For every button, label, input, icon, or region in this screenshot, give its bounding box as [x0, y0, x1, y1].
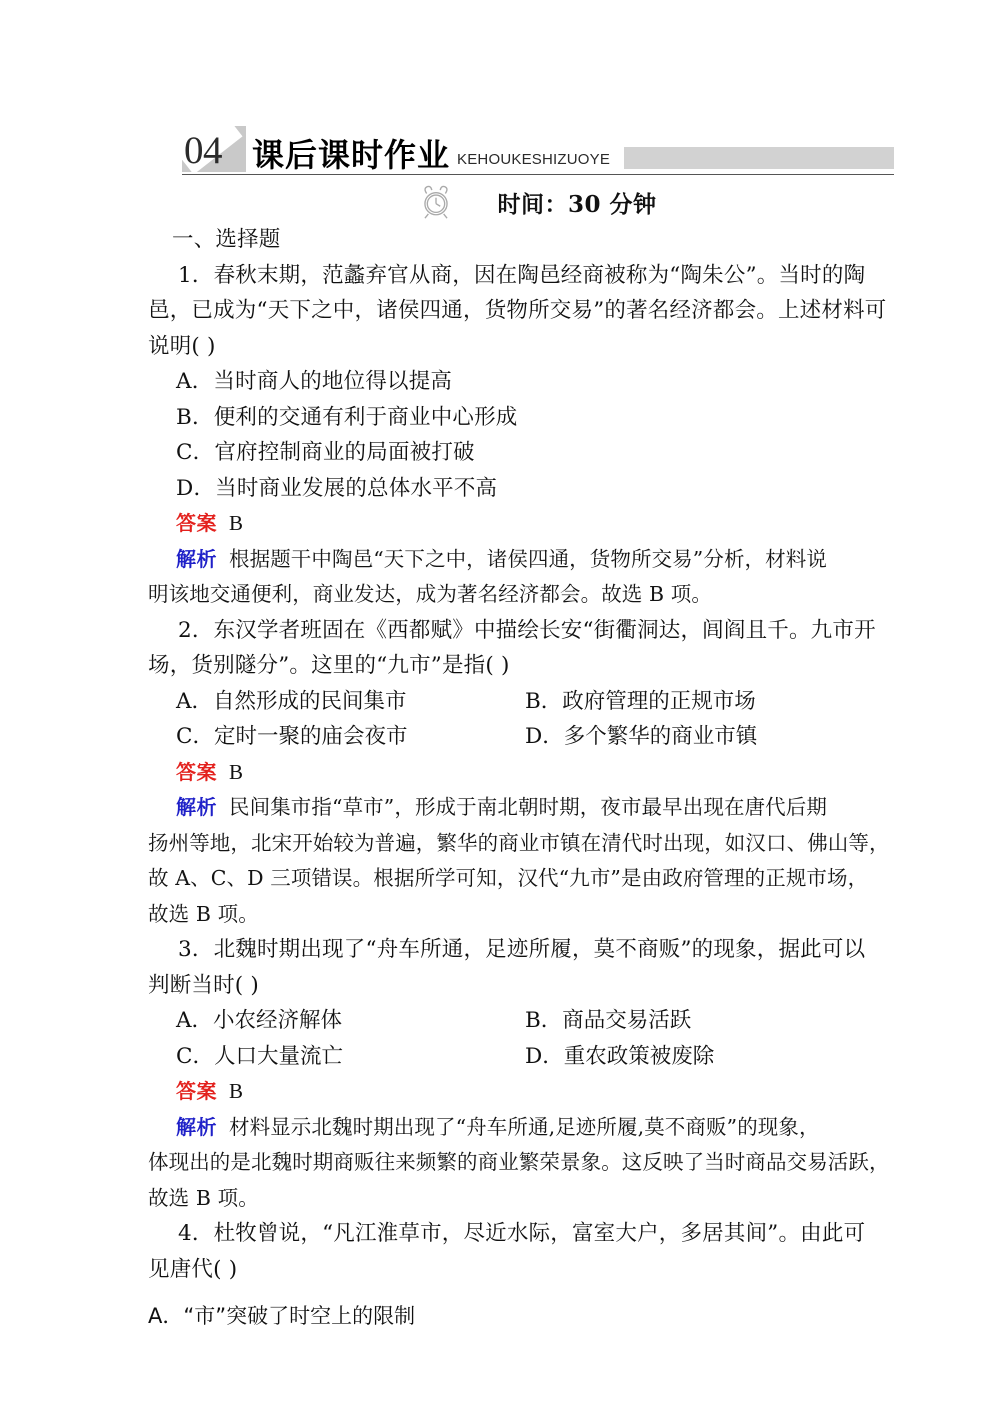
- analysis-label: 解析: [176, 546, 217, 571]
- question-stem-line: 1．春秋末期，范蠡弃官从商，因在陶邑经商被称为“陶朱公”。当时的陶: [178, 262, 866, 288]
- answer-value: B: [229, 1079, 244, 1103]
- option-item[interactable]: A．自然形成的民间集市: [176, 688, 407, 714]
- analysis-label: 解析: [176, 795, 217, 819]
- option-item[interactable]: B．商品交易活跃: [525, 1008, 692, 1033]
- answer-label: 答案: [176, 511, 217, 535]
- answer-value: B: [229, 511, 244, 535]
- answer-value: B: [229, 759, 244, 784]
- section-number: 04: [184, 128, 222, 172]
- section-heading: 一、选择题: [172, 227, 281, 252]
- question-block: [148, 258, 887, 613]
- time-allotment-row: [182, 184, 894, 220]
- question-block: [148, 932, 890, 1216]
- question-stem-line: 邑，已成为“天下之中，诸侯四通，货物所交易”的著名经济都会。上述材料可: [148, 298, 887, 323]
- question-stem-line: 说明( ): [148, 333, 216, 359]
- option-item[interactable]: A．当时商人的地位得以提高: [176, 369, 453, 394]
- question-stem-line: 2．东汉学者班固在《西都赋》中描绘长安“街衢洞达，闾阎且千。九市开: [178, 617, 876, 643]
- option-item[interactable]: C．人口大量流亡: [176, 1043, 343, 1069]
- analysis-text: 民间集市指“草市”，形成于南北朝时期，夜市最早出现在唐代后期: [229, 795, 827, 819]
- analysis-text-line: 故 A、C、D 三项错误。根据所学可知，汉代“九市”是由政府管理的正规市场，: [148, 866, 869, 890]
- answer-row: [176, 1074, 874, 1110]
- option-item[interactable]: A．小农经济解体: [176, 1008, 343, 1033]
- question-stem-line: 见唐代( ): [148, 1256, 238, 1282]
- option-row: [176, 1039, 874, 1075]
- analysis-text-line: 故选 B 项。: [148, 901, 259, 926]
- page-header: [182, 124, 894, 182]
- answer-row: [176, 506, 874, 542]
- question-block: [148, 1216, 874, 1335]
- question-stem-line: 4．杜牧曾说，“凡江淮草市，尽近水际，富室大户，多居其间”。由此可: [178, 1221, 866, 1246]
- exercise-body: [148, 222, 890, 1335]
- analysis-label: 解析: [176, 1114, 217, 1139]
- option-item[interactable]: D．当时商业发展的总体水平不高: [176, 475, 498, 501]
- header-divider: [182, 174, 894, 175]
- header-row: [182, 124, 894, 172]
- option-row: [176, 719, 874, 755]
- option-row: [176, 684, 874, 720]
- option-item[interactable]: C．官府控制商业的局面被打破: [176, 440, 475, 465]
- question-stem-line: 场，货别隧分”。这里的“九市”是指( ): [148, 653, 510, 678]
- section-number-block: [182, 126, 246, 172]
- time-text: 时间：30 分钟: [497, 190, 657, 218]
- option-row: [176, 1003, 874, 1039]
- analysis-text: 根据题干中陶邑“天下之中，诸侯四通，货物所交易”分析，材料说: [229, 546, 827, 571]
- option-item[interactable]: D．多个繁华的商业市镇: [525, 724, 758, 749]
- analysis-row: [176, 1110, 874, 1146]
- analysis-row: [176, 542, 874, 578]
- question-stem-line: 判断当时( ): [148, 972, 260, 998]
- header-gray-bar-decoration: [624, 147, 894, 169]
- answer-row: [176, 755, 874, 791]
- analysis-text-line: 体现出的是北魏时期商贩往来频繁的商业繁荣景象。这反映了当时商品交易活跃，: [148, 1150, 890, 1174]
- page-title: 课后课时作业: [252, 136, 451, 174]
- option-item[interactable]: B．便利的交通有利于商业中心形成: [176, 404, 518, 430]
- question-block: [148, 613, 890, 933]
- answer-label: 答案: [176, 1079, 217, 1103]
- answer-label: 答案: [176, 759, 217, 784]
- analysis-text-line: 明该地交通便利，商业发达，成为著名经济都会。故选 B 项。: [148, 582, 712, 606]
- analysis-text-line: 故选 B 项。: [148, 1185, 259, 1210]
- analysis-text: 材料显示北魏时期出现了“舟车所通,足迹所履,莫不商贩”的现象，: [229, 1114, 820, 1139]
- analysis-row: [176, 790, 874, 826]
- option-item[interactable]: C．定时一聚的庙会夜市: [176, 724, 408, 749]
- alarm-clock-icon: [419, 184, 453, 220]
- page-title-pinyin: KEHOUKESHIZUOYE: [457, 151, 611, 168]
- option-item[interactable]: B．政府管理的正规市场: [525, 688, 756, 714]
- option-item[interactable]: A．“市”突破了时空上的限制: [148, 1304, 416, 1328]
- analysis-text-line: 扬州等地，北宋开始较为普遍，繁华的商业市镇在清代时出现，如汉口、佛山等，: [148, 830, 890, 855]
- option-item[interactable]: D．重农政策被废除: [525, 1043, 715, 1069]
- question-stem-line: 3．北魏时期出现了“舟车所通，足迹所履，莫不商贩”的现象，据此可以: [178, 937, 866, 962]
